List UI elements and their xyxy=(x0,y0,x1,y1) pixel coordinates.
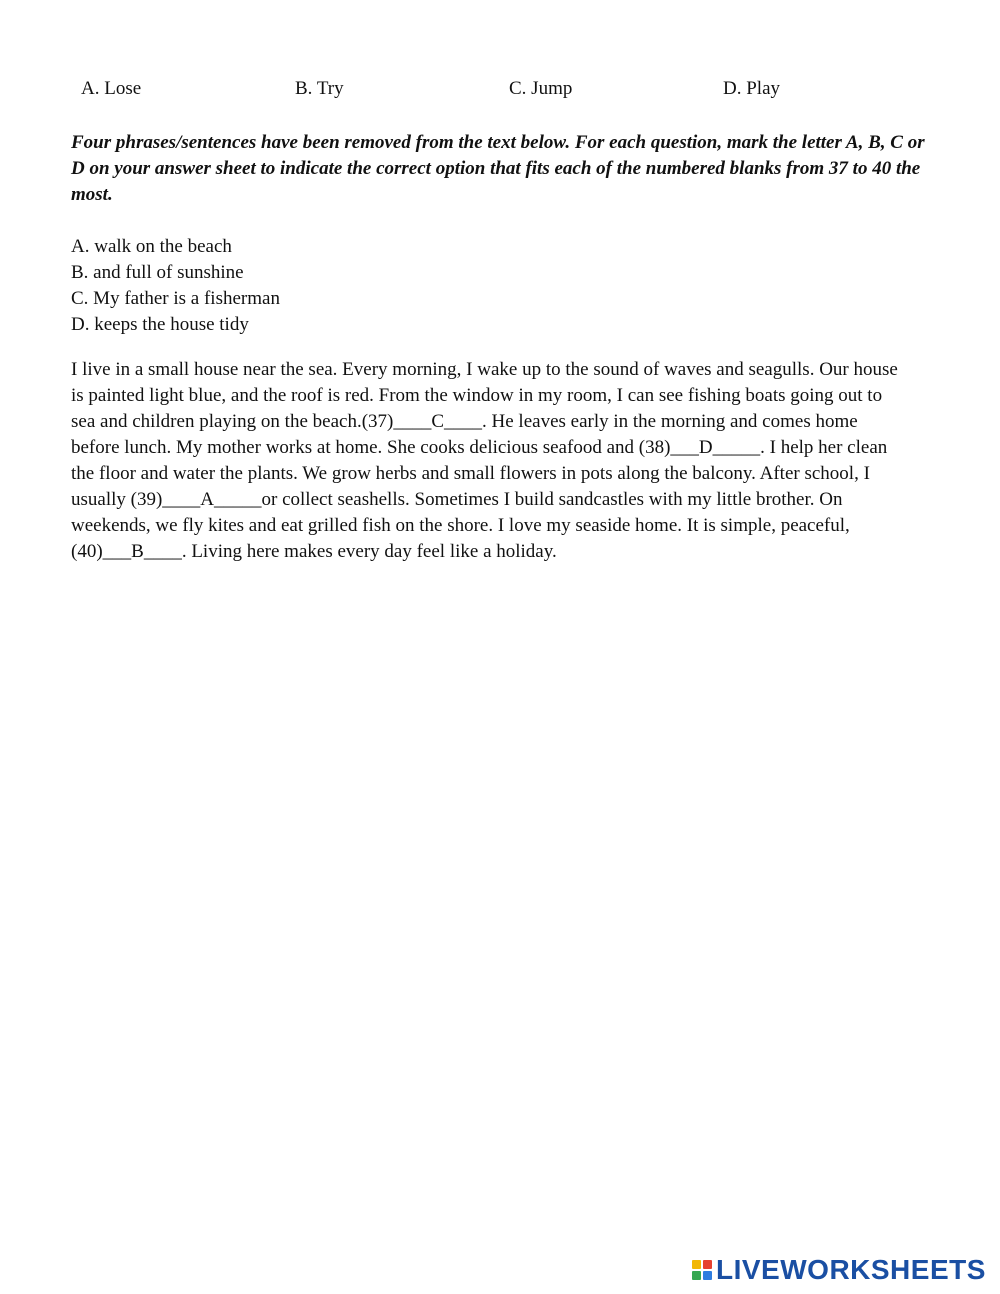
phrase-item: C. My father is a fisherman xyxy=(71,288,280,309)
logo-block xyxy=(692,1271,701,1280)
logo-blocks-icon xyxy=(692,1260,712,1280)
passage-line: weekends, we fly kites and eat grilled fish on the shore. I love my seaside home. It is simple, peaceful, xyxy=(71,515,850,536)
passage-line: sea and children playing on the beach.(37)____C____. He leaves early in the morning and comes home xyxy=(71,411,858,432)
option-b: B. Try xyxy=(295,78,344,99)
passage-line: before lunch. My mother works at home. She cooks delicious seafood and (38)___D_____. I help her clean xyxy=(71,437,888,458)
instruction-text: Four phrases/sentences have been removed from the text below. For each question, mark the letter A, B, C or D on your answer sheet to indicate the correct option that fits each of the numbered blanks from 37 to 40 the most. xyxy=(71,132,925,205)
passage-line: the floor and water the plants. We grow herbs and small flowers in pots along the balcony. After school, I xyxy=(71,463,870,484)
option-a: A. Lose xyxy=(81,78,142,99)
phrase-list xyxy=(71,234,280,338)
phrase-item: D. keeps the house tidy xyxy=(71,314,249,335)
option-d: D. Play xyxy=(723,78,780,99)
liveworksheets-logo xyxy=(692,1256,986,1284)
logo-block xyxy=(703,1271,712,1280)
phrase-item: A. walk on the beach xyxy=(71,236,232,257)
phrase-item: B. and full of sunshine xyxy=(71,262,244,283)
logo-block xyxy=(703,1260,712,1269)
logo-text: LIVEWORKSHEETS xyxy=(716,1254,986,1285)
passage-line: (40)___B____. Living here makes every day feel like a holiday. xyxy=(71,541,557,562)
option-c: C. Jump xyxy=(509,78,573,99)
answer-options-row xyxy=(0,78,1000,106)
reading-passage xyxy=(71,357,929,565)
passage-line: is painted light blue, and the roof is red. From the window in my room, I can see fishing boats going out to xyxy=(71,385,883,406)
passage-line: I live in a small house near the sea. Every morning, I wake up to the sound of waves and seagulls. Our house xyxy=(71,359,898,380)
passage-line: usually (39)____A_____or collect seashells. Sometimes I build sandcastles with my little brother. On xyxy=(71,489,843,510)
logo-block xyxy=(692,1260,701,1269)
